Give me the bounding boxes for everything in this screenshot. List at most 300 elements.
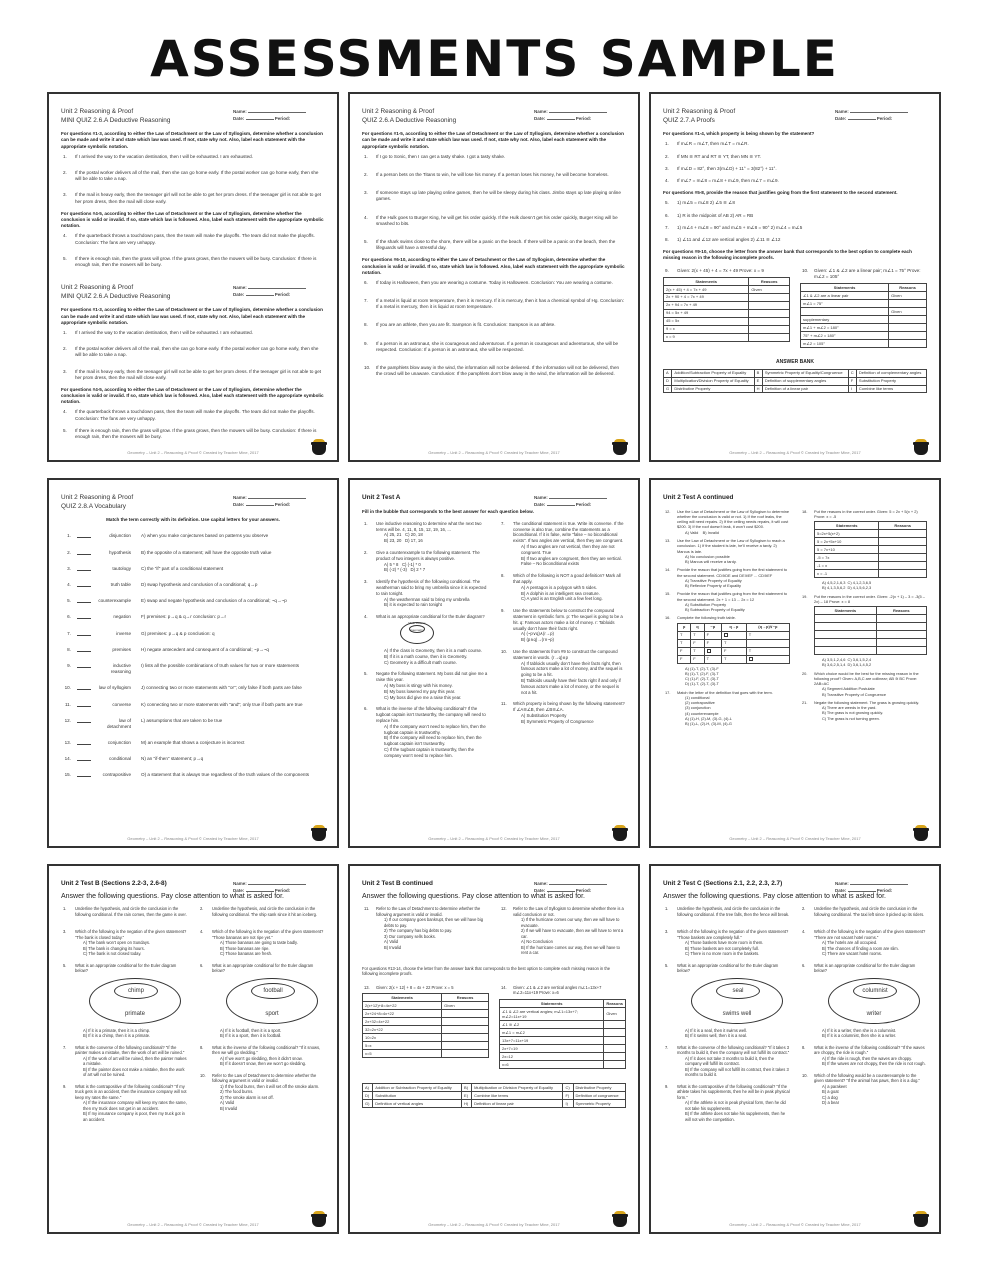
question: 16. Complete the following truth table. p q ~p q→p (q→p)∨~p T T F T T F F T F T F T F F T T A) (1)-T, (2)-T, (3)-F B) (1)-T, (2)-F, (3)-T C) (1)-F, (2)-T, (3)-T D) (1)-T, (2)-T, (3)-T	[663, 615, 790, 686]
period-label: Period:	[575, 888, 592, 894]
vocab-definition: I) lists all the possible combinations of truth values for two or more statements	[141, 662, 300, 668]
answer-options[interactable]: A) A pentagon is a polygon with 5 sides. B) A dolphin is an intelligent sea creature. C) A yard is an English unit a few feet long.	[521, 584, 603, 602]
question-number: 1.	[67, 533, 71, 539]
period-label: Period:	[575, 116, 592, 122]
question: 5. If the shark swims close to the shore, there will be a panic on the beach. If there will be a panic on the beach, then the lifeguards will have a stressful day.	[364, 238, 616, 251]
reason-blank[interactable]	[889, 339, 927, 347]
reason-blank[interactable]	[749, 333, 790, 341]
reason-blank[interactable]	[442, 1018, 489, 1026]
quiz-title: MINI QUIZ 2.6.A Deductive Reasoning	[61, 116, 171, 124]
question: 9. What is the contrapositive of the following conditional? "If the athlete takes his supplements, then he will be in peak physical form." A) If the athlete is not in peak physical form, then he did not take his supplements. B) If the athlete does not take his supplements, then he will not win the competition.	[665, 1083, 790, 1122]
answer-options[interactable]: A) (1)-T, (2)-T, (3)-F B) (1)-T, (2)-F, (3)-T C) (1)-F, (2)-T, (3)-T D) (1)-T, (2)-T, (3)-T	[685, 665, 719, 687]
question: 6. 1) R is the midpoint of AB 2) AR = RB	[665, 212, 754, 218]
question: 2. If the postal worker delivers all of the mail, then she can go home early. If the postal worker can go home early, then she will be able to take a nap.	[63, 346, 319, 358]
answer-options[interactable]: A) If it is a primate, then it is a chimp. B) If it is a chimp, then it is a primate.	[83, 1027, 151, 1039]
question: 6. If today is Halloween, then you are wearing a costume. Today is Halloween. Conclusion: You are wearing a costume.	[364, 279, 613, 285]
instructions: For questions #1-4, which property is being shown by the statement?	[663, 131, 815, 137]
page-header	[61, 880, 325, 894]
page-footer: Geometry – Unit 2 – Reasoning & Proof © Created by Teacher Mine, 2017	[729, 449, 861, 455]
answer-options[interactable]: A) (~p∨q)∧(r→p) B) (p∧q)→(r∨~p)	[521, 631, 554, 643]
answer-blank[interactable]	[77, 550, 91, 555]
answer-blank[interactable]	[77, 663, 91, 668]
answer-options[interactable]: A) Those baskets have more room in them. B) Those baskets are not completely full. C) There is no more room in the baskets.	[685, 940, 764, 957]
answer-blank[interactable]	[77, 533, 91, 538]
reason-blank[interactable]	[889, 331, 927, 339]
answer-options[interactable]: A) The hotels are all occupied. B) The chances of finding a room are slim. C) There are vacant hotel rooms.	[822, 940, 899, 957]
directions: Answer the following questions. Pay close attention to what is asked for.	[61, 892, 284, 900]
page-header	[362, 494, 626, 508]
question: 4. What is an appropriate conditional for the Euler diagram? Geometry Math Course A) If the class is Geometry, then it is a math course. B) If it is a math course, then it is Geometry. C) Geometry is a difficult math course.	[362, 614, 489, 665]
answer-options[interactable]: A) The bank won’t open on Sundays. B) The bank is changing its hours. C) The bank is not closed today.	[83, 940, 151, 957]
question: 7. 1) m∠4 + m∠8 = 90° and m∠5 + m∠8 = 90° 2) m∠4 = m∠5	[665, 224, 803, 230]
answer-options[interactable]: A) 5 * 8 C) (-1) * 0 B) (-2) * (-3) D) 2 * 7	[384, 561, 426, 573]
question: 4. If the quarterback throws a touchdown pass, then the team will make the playoffs. The team did not make the playoffs. Conclusion: The fans are very unhappy.	[63, 233, 315, 245]
vocab-definition: H) negate antecedent and consequent of a conditional; ~p→~q	[141, 646, 269, 652]
question: 5. 1) m∠5 = m∠8 2) ∠5 ≅ ∠8	[665, 200, 735, 206]
date-line	[547, 887, 575, 892]
answer-options[interactable]: A) No Conclusion B) If the hurricane comes our way, then we will have to rent a car.	[521, 939, 620, 956]
question-number: 9.	[67, 662, 71, 668]
vocab-row	[61, 550, 325, 556]
instructions: For questions #1-3, according to either the Law of Detachment or the Law of Syllogism, determine whether a conclusion can be made and write it and state which law was used. If not, state why not. Also, label each statement with the appropriate symbolic notation.	[61, 307, 323, 325]
date-line	[246, 115, 274, 120]
test-title: Unit 2 Test C (Sections 2.1, 2.2, 2.3, 2.7)	[663, 880, 783, 887]
question-number: 12.	[64, 717, 71, 723]
date-label: Date:	[835, 116, 847, 122]
unit-title: Unit 2 Reasoning & Proof	[61, 494, 134, 501]
answer-blank[interactable]	[77, 756, 91, 761]
quiz-title: MINI QUIZ 2.6.A Deductive Reasoning	[61, 292, 171, 300]
question: 4. Which of the following is the negation of the given statement? "There are not vacant hotel rooms." A) The hotels are all occupied. B) The chances of finding a room are slim. C) There are vacant hotel rooms.	[802, 929, 926, 957]
reason-blank[interactable]	[604, 1045, 626, 1053]
question: 7. If a metal is liquid at room temperature, then it is mercury. If it is mercury, then it has a chemical symbol of Hg. Conclusion: If a metal is mercury, then it is liquid at room temperature.	[364, 298, 624, 310]
vocab-row	[61, 631, 325, 637]
answer-options[interactable]: A) My boss is stingy with his money. B) My boss lowered my pay this year. C) My boss did give me a raise this year.	[384, 682, 462, 700]
answer-options[interactable]: A) There are weeds in the yard. B) The grass is not growing quickly. C) The grass is not turning green.	[822, 705, 884, 721]
answer-options[interactable]: A) If it is a writer, then she is a columnist. B) If it is a columnist, then she is a writer.	[822, 1027, 897, 1039]
date-label: Date:	[233, 888, 245, 894]
reason-blank[interactable]	[749, 309, 790, 317]
answer-options[interactable]: A) If it is football, then it is a sport. B) If it is a sport, then it is football.	[220, 1027, 282, 1039]
question: 5. If there is enough rain, then the grass will grow. If the grass grows, then the mowers will be busy. Conclusion: If there is enough rain, then the mowers will be busy.	[63, 427, 317, 439]
answer-blank[interactable]	[77, 772, 91, 777]
date-line	[547, 115, 575, 120]
question-columns	[362, 904, 626, 962]
unit-title: Unit 2 Reasoning & Proof	[61, 108, 134, 115]
reason-blank[interactable]	[442, 1026, 489, 1034]
question: 1. If I arrived the way to the vacation destination, then I will be exhausted. I am exhausted.	[63, 153, 253, 159]
date-label: Date:	[534, 502, 546, 508]
reason-blank[interactable]	[442, 1042, 489, 1050]
vocab-row	[61, 614, 325, 620]
reason-blank[interactable]	[604, 1061, 626, 1069]
question-number: 11.	[64, 701, 71, 707]
question: 1. Underline the hypothesis, and circle the conclusion in the following conditional. If the tree falls, then the fence will break.	[665, 906, 790, 917]
answer-options[interactable]: A) 25, 21 C) 20, 18 B) 23, 20 D) 17, 16	[384, 532, 423, 544]
vocab-definition: B) the opposite of a statement; will have the opposite truth value	[141, 549, 272, 555]
euler-diagram: chimp primate	[89, 978, 181, 1024]
argument-statements: 1) If the hurricane comes our way, then we will have to evacuate. 2) If we will have to evacuate, then we will have to rent a car.	[521, 917, 624, 939]
term-list: (1) conditional (2) contrapositive (3) conjunction (4) counterexample	[685, 694, 719, 716]
reason-blank[interactable]	[749, 301, 790, 309]
question: 8. 1) ∠11 and ∠12 are vertical angles 2) ∠11 ≅ ∠12	[665, 236, 781, 242]
directions: Answer the following questions. Pay close attention to what is asked for.	[663, 892, 886, 900]
vocab-term: tautology	[112, 565, 131, 571]
question: 10. Given: ∠1 & ∠2 are a linear pair; m∠1 = 75° Prove: m∠2 = 105°	[802, 267, 921, 279]
question: 7. What is the converse of the following conditional? "If it takes 3 months to build it, then the company will not fulfill its contract." A) If it does not take 3 months to build it, then the company will fulfill its contract. B) If the company will not fulfill its contract, then it takes 3 months to build it.	[665, 1044, 790, 1078]
question: 2. Underline the hypothesis, and circle the conclusion in the following conditional. The ship sank since it hit an iceberg.	[200, 906, 318, 917]
page-test-b	[47, 864, 339, 1234]
reason-blank[interactable]	[604, 1021, 626, 1029]
answer-blank[interactable]	[77, 566, 91, 571]
question: 9. If a person is an astronaut, she is courageous and adventurous. If a person is courageous and adventurous, she will be respected. Conclusion: If a person is an astronaut, she will be respected.	[364, 340, 619, 352]
reason-blank[interactable]	[604, 1029, 626, 1037]
instructions: For questions #5-8, provide the reason that justifies going from the first statement to the second statement.	[663, 190, 898, 196]
answer-bank: A Addition/Subtraction Property of Equality B Symmetric Property of Equality/Congruence C Definition of complementary angles D Multiplication/Division Property of Equality E Definition of supplementary angles F Substitution Property G Distributive Property H Definition of a linear pair I Combine like terms	[663, 369, 927, 394]
vocab-row	[61, 566, 325, 572]
vocab-row	[61, 647, 325, 653]
vocab-definition: K) connecting two or more statements with "and"; only true if both parts are true	[141, 701, 303, 707]
page-footer: Geometry – Unit 2 – Reasoning & Proof © Created by Teacher Mine, 2017	[428, 835, 560, 841]
name-date-block	[233, 494, 325, 508]
name-date-block	[233, 284, 325, 298]
answer-options[interactable]: A) Those bananas are going to taste badly. B) Those bananas are ripe. C) Those bananas are fresh.	[220, 940, 298, 957]
truth-table: p q ~p q→p (q→p)∨~p T T F T T F F T F T F T F F T T	[677, 623, 790, 664]
instructions: Fill in the bubble that corresponds to the best answer for each question below.	[362, 508, 534, 514]
reason-blank[interactable]	[749, 293, 790, 301]
name-label: Name:	[233, 881, 247, 886]
reason-blank[interactable]	[604, 1053, 626, 1061]
answer-options[interactable]: A) If the ride is rough, then the waves are choppy. B) If the waves are not choppy, then the ride is not rough.	[822, 1055, 926, 1067]
vocab-definition: O) a statement that is always true regardless of the truth values of the components	[141, 772, 310, 778]
question: 13. Use the Law of Detachment or the Law of Syllogism to reach a conclusion. 1) If the student is late, he’ll receive a tardy. 2) Marcus is late. A) No conclusion possible B) Marcus will receive a tardy.	[663, 538, 790, 564]
question: 11. Refer to the Law of Detachment to determine whether the following argument is valid or invalid. 1) If our company goes bankrupt, then we will have big debts to pay. 2) The company has big debts to pay. 3) Our company sells books. A) Valid B) Invalid	[362, 906, 489, 950]
vocab-term: hypothesis	[109, 549, 131, 555]
instructions: For questions #4-5, according to either the Law of Detachment or the Law of Syllogism, determine whether the conclusion is valid or invalid. If so, state which law is followed. Also, label each statement with the appropriate symbolic notation.	[61, 386, 324, 405]
question: 5. What is an appropriate conditional for the Euler diagram below? chimp primate A) If it is a primate, then it is a chimp. B) If it is a chimp, then it is a primate.	[61, 963, 188, 1039]
proof-table: Statements Reasons ∠1 & ∠2 are vertical angles; m∠1=13x+7; m∠2=11x+19 Given ∠1 ≅ ∠2 m∠1 = m∠2 13x+7=11x+19 2x+7=19 2x=12 x=6	[499, 999, 626, 1069]
answer-options[interactable]: A) If the athlete is not in peak physical form, then he did not take his supplements. B) If the athlete does not take his supplements, then he will not win the competition.	[685, 1100, 786, 1122]
vocab-definition: C) the "if" part of a conditional statement	[141, 565, 224, 571]
name-date-block	[534, 880, 626, 894]
unit-title: Unit 2 Reasoning & Proof	[663, 108, 736, 115]
answer-options[interactable]: A) 4,5,2,1,6,3 C) 4,1,2,3,6,5 B) 4,1,3,5,6,2 D) 4,1,5,6,2,3	[822, 580, 872, 591]
answer-blank[interactable]	[77, 718, 91, 723]
reason-blank[interactable]	[442, 1050, 489, 1058]
answer-blank[interactable]	[77, 582, 91, 587]
blank-cell[interactable]	[721, 631, 746, 639]
instructions: For questions #13-14, choose the letter from the answer bank that corresponds to the best option to complete each missing reason in the following incomplete proofs.	[362, 965, 611, 977]
period-label: Period:	[876, 116, 893, 122]
vocab-row	[61, 702, 325, 708]
answer-blank[interactable]	[77, 614, 91, 619]
page-header	[362, 880, 626, 894]
name-line	[549, 494, 607, 499]
pot-of-gold-icon	[612, 1214, 628, 1227]
name-label: Name:	[233, 109, 247, 114]
answer-blank[interactable]	[77, 740, 91, 745]
test-title: Unit 2 Test A	[362, 494, 401, 501]
instructions: For questions #1-5, according to either the Law of Detachment or the Law of Syllogism, determine whether a conclusion can be made and write it and state which law was used. If not, state why not. Also, label each statement with the appropriate symbolic notation.	[362, 131, 624, 149]
date-line	[246, 501, 274, 506]
vocab-term: truth table	[110, 582, 131, 588]
vocab-term: contrapositive	[102, 772, 131, 778]
page-mini-quiz-2-6a	[47, 92, 339, 462]
answer-options[interactable]: A) Valid B) Invalid	[384, 939, 402, 950]
answer-options[interactable]: A) If the insurance company will keep my rates the same, then my truck does not get in an accident. B) If my insurance company is poor, then my truck got in an accident.	[83, 1100, 187, 1122]
answer-options[interactable]: A) (1)-H, (2)-M, (3)-G, (4)-L B) (1)-L, (2)-H, (3)-M, (4)-G	[685, 716, 732, 727]
euler-diagram: seal swims well	[691, 978, 783, 1024]
answer-options[interactable]: A) If it is a seal, then it swims well. B) If it swims well, then it is a seal.	[685, 1027, 748, 1039]
answer-options[interactable]: A) If the class is Geometry, then it is a math course. B) If it is a math course, then it is Geometry. C) Geometry is a difficult math course.	[384, 647, 483, 665]
vocab-row	[61, 740, 325, 746]
question: 3. Which of the following is the negation of the given statement? "The bank is closed today." A) The bank won’t open on Sundays. B) The bank is changing its hours. C) The bank is not closed today.	[63, 929, 187, 957]
answer-blank[interactable]	[77, 598, 91, 603]
name-line	[850, 880, 908, 885]
page-test-c	[649, 864, 941, 1234]
name-line	[549, 108, 607, 113]
name-label: Name:	[835, 109, 849, 114]
question: 6. What is the inverse of the following conditional? If the tugboat captain isn’t trustworthy, the company will need to replace him. A) If the company won’t need to replace him, then the tugboat captain is trustworthy. B) If the company will need to replace him, then the tugboat captain isn’t trustworthy. C) If the tugboat captain is trustworthy, then the company won’t need to replace him.	[362, 706, 489, 758]
name-line	[248, 108, 306, 113]
question: 11. Which property is being shown by the following statement? If ∠A≅∠B, then ∠B≅∠A. A) Substitution Property B) Symmetric Property of Congruence	[501, 701, 625, 724]
vocab-definition: M) an example that shows a conjecture is incorrect	[141, 740, 245, 746]
pot-of-gold-icon	[612, 442, 628, 455]
vocab-definition: L) assumptions that are taken to be true	[141, 717, 223, 723]
name-label: Name:	[534, 109, 548, 114]
name-label: Name:	[835, 881, 849, 886]
unit-title: Unit 2 Reasoning & Proof	[61, 284, 134, 292]
pot-of-gold-icon	[311, 1214, 327, 1227]
page-test-a	[348, 478, 640, 848]
quiz-title: QUIZ 2.7.A Proofs	[663, 116, 715, 124]
page-header	[663, 108, 927, 125]
question: 18. Put the reasons in the correct order. Given: 5 = 2x + 5(x + 2) Prove: x = -5 Statements Reasons 5=2x+5(x+2) 5 = 2x+5x+10 5 = 7x+10 -5 = 7x -1 = x x = -1 A) 4,5,2,1,6,3 C) 4,1,2,3,6,5 B) 4,1,3,5,6,2 D) 4,1,5,6,2,3	[800, 509, 927, 591]
question-number: 8.	[67, 646, 71, 652]
period-label: Period:	[274, 292, 291, 298]
test-title: Unit 2 Test A continued	[663, 494, 734, 501]
question: 5. Negate the following statement. My boss did not give me a raise this year. A) My boss is stingy with his money. B) My boss lowered my pay this year. C) My boss did give me a raise this year.	[364, 671, 488, 700]
vocab-definition: A) when you make conjectures based on patterns you observe	[141, 533, 269, 539]
test-title: Unit 2 Test B continued	[362, 880, 433, 887]
question-columns	[362, 519, 626, 765]
question: 1. If I arrived the way to the vacation destination, then I will be exhausted. I am exhausted.	[63, 329, 253, 335]
vocab-term: negation	[113, 614, 131, 620]
period-label: Period:	[274, 888, 291, 894]
question: 8. Which of the following is NOT a good definition? Mark all that apply. A) A pentagon is a polygon with 5 sides. B) A dolphin is an intelligent sea creature. C) A yard is an English unit a few feet long.	[499, 573, 626, 602]
question: 4. Which of the following is the negation of the given statement? "Those bananas are not ripe yet." A) Those bananas are going to taste badly. B) Those bananas are ripe. C) Those bananas are fresh.	[200, 929, 324, 957]
date-line	[848, 887, 876, 892]
answer-options[interactable]: A) Substitution Property B) Subtraction Property of Equality	[685, 601, 745, 613]
page-header	[61, 494, 325, 511]
date-label: Date:	[233, 502, 245, 508]
question: 4. If the quarterback throws a touchdown pass, then the team will make the playoffs. The team did not make the playoffs. Conclusion: The fans are very unhappy.	[63, 409, 315, 421]
question: 13. Given: 2(x + 12) + 8 = 4x + 22 Prove: x = 5	[364, 984, 454, 990]
vocab-term: conjunction	[107, 740, 131, 746]
question: 1. Underline the hypothesis, and circle the conclusion in the following conditional. If the rain comes, then the game is over.	[63, 906, 187, 917]
unit-title: Unit 2 Reasoning & Proof	[362, 108, 435, 115]
vocab-row	[61, 772, 325, 778]
question: 10. If the pamphlets blow away in the wind, the information will not be delivered. If the information will not be delivered, then the crowd will be unaware. Conclusion: If the pamphlets don’t blow away in the wind, the information will be delivered.	[364, 365, 620, 377]
directions: Answer the following questions. Pay close attention to what is asked for.	[362, 892, 585, 900]
question: 1. If I go to Sonic, then I can get a tasty shake. I got a tasty shake.	[364, 153, 506, 159]
answer-options[interactable]: A) Substitution Property B) Symmetric Property of Congruence	[521, 712, 594, 724]
question: 3. If someone stays up late playing online games, then he will be sleepy during his class. Jimbo stays up late playing online games.	[364, 190, 621, 202]
page-header	[61, 284, 325, 301]
question: 20. Which choice would be the best for the missing reason in the following proof? Given: A,B,C are collinear; AB ≅ BC Prove: 2AB=AC A) Segment Addition Postulate B) Transitive Property of Congruence	[800, 671, 927, 697]
euler-diagram: Geometry Math Course	[400, 622, 434, 644]
question: 21. Negate the following statement. The grass is growing quickly. A) There are weeds in the yard. B) The grass is not growing quickly. C) The grass is not turning green.	[800, 700, 927, 721]
question: 3. If m∠D = 82°, then 3(m∠D) + 11° = 3(82°) + 11°.	[665, 165, 777, 171]
reason-blank[interactable]	[749, 317, 790, 325]
name-label: Name:	[233, 285, 247, 291]
page-footer: Geometry – Unit 2 – Reasoning & Proof © Created by Teacher Mine, 2017	[428, 449, 560, 455]
question: 6. What is an appropriate conditional for the Euler diagram below? football sport A) If it is football, then it is a sport. B) If it is a sport, then it is football.	[198, 963, 325, 1039]
question: 8. What is the inverse of the following conditional? "If it snows, then we will go sledding." A) If we won’t go sledding, then it didn’t snow. B) If it doesn’t snow, then we won’t go sledding.	[198, 1045, 325, 1067]
page-footer: Geometry – Unit 2 – Reasoning & Proof © Created by Teacher Mine, 2017	[729, 1221, 861, 1227]
question-number: 14.	[64, 756, 71, 762]
answer-options[interactable]: A) If it does not take 3 months to build it, then the company will fulfill its contract. B) If the company will not fulfill its contract, then it takes 3 months to build it.	[685, 1055, 789, 1078]
name-date-block	[534, 108, 626, 122]
reason-blank[interactable]	[442, 1034, 489, 1042]
vocab-definition: J) connecting two or more statements with "or"; only false if both parts are false	[141, 685, 302, 691]
answer-options[interactable]: A) If tabloids usually don’t have their facts right, then famous actors make a lot of money, and the sequel is going to be a hit. B) Tabloids usually have their facts right if and only if famous actors make a lot of money, or the sequel is not a hit.	[521, 660, 623, 695]
vocab-row	[61, 582, 325, 588]
pot-of-gold-icon	[311, 828, 327, 841]
page-header	[663, 880, 927, 894]
question: 9. Given: 2(x + 45) + 4 = 7x + 49 Prove: x = 9	[665, 267, 764, 273]
question: 2. If the postal worker delivers all of the mail, then she can go home early. If the postal worker can go home early, then she will be able to take a nap.	[63, 170, 319, 182]
page-footer: Geometry – Unit 2 – Reasoning & Proof © Created by Teacher Mine, 2017	[127, 449, 259, 455]
reason-blank[interactable]	[889, 323, 927, 331]
date-line	[246, 291, 274, 296]
question-number: 15.	[64, 772, 71, 778]
reason-blank[interactable]	[604, 1037, 626, 1045]
question: 10. Refer to the Law of Detachment to determine whether the following argument is valid or invalid. 1) If the food burns, then it will set off the smoke alarm. 2) The food burns. 3) The smoke alarm is set off. A) Valid B) Invalid	[198, 1073, 325, 1112]
answer-options[interactable]: A) a parakeet B) a goat C) a dog D) a bear	[822, 1083, 847, 1106]
question: 10. Use the statements from #9 to construct the compound statement in words. (r→q)∧p A) If tabloids usually don’t have their facts right, then famous actors make a lot of money, and the sequel is going to be a hit. B) Tabloids usually have their facts right if and only if famous actors make a lot of money, or the sequel is not a hit.	[499, 649, 626, 695]
answer-options[interactable]: A) If we won’t go sledding, then it didn’t snow. B) If it doesn’t snow, then we won’t go sledding.	[220, 1055, 307, 1067]
proof-table: Statements Reasons	[814, 606, 927, 655]
date-label: Date:	[233, 116, 245, 122]
date-label: Date:	[835, 888, 847, 894]
instructions: For questions #4-5, according to either the Law of Detachment or the Law of Syllogism, determine whether the conclusion is valid or invalid. If so, state which law is followed. Also, label each statement with the appropriate symbolic notation.	[61, 210, 324, 229]
date-line	[246, 887, 274, 892]
answer-options[interactable]: A) If the work of art will be ruined, then the painter makes a mistake. B) If the painter does not make a mistake, then the work of art will not be ruined.	[83, 1055, 187, 1078]
question: 3. Identify the hypothesis of the following conditional. The weatherman said to bring my umbrella since it is expected to rain tonight. A) the weatherman said to bring my umbrella B) it is expected to rain tonight	[362, 579, 489, 608]
answer-blank[interactable]	[77, 685, 91, 690]
blank-cell[interactable]	[704, 647, 721, 655]
question: 12. Refer to the Law of Syllogism to determine whether there is a valid conclusion or not. 1) If the hurricane comes our way, then we will have to evacuate. 2) If we will have to evacuate, then we will have to rent a car. A) No Conclusion B) If the hurricane comes our way, then we will have to rent a car.	[499, 906, 626, 956]
question: 2. If a person bets on the Titans to win, he will lose his money. If a person loses his money, he will become homeless.	[364, 172, 609, 178]
name-date-block	[534, 494, 626, 508]
reason-blank[interactable]	[442, 1010, 489, 1018]
question-number: 2.	[67, 549, 71, 555]
answer-bank-title: ANSWER BANK	[775, 358, 815, 365]
name-label: Name:	[534, 495, 548, 500]
proof-table: Statements Reasons ∠1 & ∠2 are a linear pair Given m∠1 = 75° Given supplementary m∠1 + m∠2 = 180° 75° + m∠2 = 180° m∠2 = 105°	[800, 283, 927, 348]
answer-options[interactable]: A) Segment Addition Postulate B) Transitive Property of Congruence	[822, 686, 887, 697]
name-date-block	[233, 880, 325, 894]
question-number: 3.	[67, 565, 71, 571]
period-label: Period:	[274, 502, 291, 508]
pot-of-gold-icon	[913, 442, 929, 455]
name-date-block	[233, 108, 325, 122]
vocab-definition: E) swap and negate hypothesis and conclusion of a conditional; ~q→~p	[141, 598, 287, 604]
question: 7. What is the converse of the following conditional? "If the painter makes a mistake, then the work of art will be ruined." A) If the work of art will be ruined, then the painter makes a mistake. B) If the painter does not make a mistake, then the work of art will not be ruined.	[63, 1044, 187, 1078]
name-date-block	[835, 880, 927, 894]
period-label: Period:	[575, 502, 592, 508]
name-label: Name:	[233, 495, 247, 500]
question: 5. If there is enough rain, then the grass will grow. If the grass grows, then the mowers will be busy. Conclusion: If there is enough rain, then the mowers will be busy.	[63, 255, 317, 267]
question: 5. What is an appropriate conditional for the Euler diagram below? seal swims well A) If it is a seal, then it swims well. B) If it swims well, then it is a seal.	[663, 963, 790, 1039]
reason-blank[interactable]	[749, 325, 790, 333]
date-label: Date:	[534, 888, 546, 894]
answer-blank[interactable]	[77, 631, 91, 636]
vocab-row	[61, 598, 325, 604]
vocab-term: inverse	[116, 630, 131, 636]
reason-blank[interactable]	[889, 299, 927, 307]
question: 3. If the mail is heavy early, then the teenager girl will not be able to get her prom dress. If the teenager girl is not able to get her prom dress, then the mail will close early.	[63, 368, 322, 380]
answer-options[interactable]: A) Valid B) Invalid	[685, 529, 719, 535]
proof-table: Statements Reasons 5=2x+5(x+2) 5 = 2x+5x+10 5 = 7x+10 -5 = 7x -1 = x x = -1	[814, 521, 927, 578]
test-title: Unit 2 Test B (Sections 2.2-3, 2.6-8)	[61, 880, 167, 887]
question: 10. Which of the following would be a counterexample to the given statement? "If the animal has paws, then it is a dog." A) a parakeet B) a goat C) a dog D) a bear	[800, 1073, 927, 1106]
question: 8. If you are an athlete, then you are fit. Sampson is fit. Conclusion: Sampson is an athlete.	[364, 322, 556, 328]
answer-blank[interactable]	[77, 702, 91, 707]
question: 17. Match the letter of the definition that goes with the term. (1) conditional (2) contrapositive (3) conjunction (4) counterexample A) (1)-H, (2)-M, (3)-G, (4)-L B) (1)-L, (2)-H, (3)-M, (4)-G	[663, 690, 790, 727]
answer-options[interactable]: A) Transitive Property of Equality B) Reflexive Property of Equality	[685, 577, 742, 589]
answer-options[interactable]: A) If two angles are not vertical, then they are not congruent. True B) If two angles are congruent, then they are vertical. False – No biconditional exists	[521, 544, 622, 567]
reason-blank[interactable]	[889, 315, 927, 323]
answer-blank[interactable]	[77, 647, 91, 652]
period-label: Period:	[274, 116, 291, 122]
vocab-definition: F) premises: p→q & q→r conclusion: p→r	[141, 614, 227, 620]
pot-of-gold-icon	[612, 828, 628, 841]
page-header	[663, 494, 927, 503]
vocab-definition: N) an "if-then" statement; p→q	[141, 756, 204, 762]
vocab-term: conditional	[109, 756, 131, 762]
name-line	[248, 880, 306, 885]
euler-diagram: football sport	[226, 978, 318, 1024]
vocab-term: inductive reasoning	[110, 662, 131, 675]
vocab-row	[61, 756, 325, 762]
vocab-row	[61, 663, 325, 675]
answer-options[interactable]: A) No conclusion possible B) Marcus will receive a tardy.	[685, 553, 737, 565]
answer-options[interactable]: A) 3,5,1,2,4,6 C) 3,6,1,5,2,4 B) 3,6,2,5,1,4 D) 3,6,1,4,5,2	[822, 657, 872, 668]
date-line	[848, 115, 876, 120]
blank-cell[interactable]	[746, 655, 789, 663]
date-label: Date:	[233, 292, 245, 298]
pot-of-gold-icon	[913, 828, 929, 841]
question: 1. If m∠R = m∠T, then m∠T = m∠R.	[665, 141, 749, 147]
page-test-b-continued	[348, 864, 640, 1234]
answer-options[interactable]: A) the weatherman said to bring my umbrella B) it is expected to rain tonight	[384, 596, 470, 608]
pot-of-gold-icon	[311, 442, 327, 455]
page-quiz-2-6a	[348, 92, 640, 462]
answer-options[interactable]: A) Valid B) Invalid	[220, 1100, 238, 1111]
instructions: Match the term correctly with its definition. Use capital letters for your answers.	[106, 517, 280, 523]
question: 9. Use the statements below to construct the compound statement in symbolic form. p: The sequel is going to be a hit. q: Famous actors make a lot of money. r: Tabloids usually don’t have their facts right. A) (~p∨q)∧(r→p) B) (p∧q)→(r∨~p)	[499, 608, 626, 643]
proof-table: Statements Reasons 2(x + 45) + 4 = 7x + 49 Given 2x + 90 + 4 = 7x + 49 2x + 94 = 7x + 49 94 = 5x + 49 45 = 5x 9 = x x = 9	[663, 277, 790, 342]
question: 2. Give a counterexample to the following statement. The product of two integers is always positive. A) 5 * 8 C) (-1) * 0 B) (-2) * (-3) D) 2 * 7	[362, 550, 489, 573]
name-line	[549, 880, 607, 885]
answer-options[interactable]: A) If the company won’t need to replace him, then the tugboat captain is trustworthy. B) If the company will need to replace him, then the tugboat captain isn’t trustworthy. C) If the tugboat captain is trustworthy, then the company won’t need to replace him.	[384, 723, 486, 758]
question-number: 10.	[64, 685, 71, 691]
quiz-title: QUIZ 2.6.A Deductive Reasoning	[362, 116, 457, 124]
vocab-row	[61, 533, 325, 539]
question-number: 13.	[64, 740, 71, 746]
